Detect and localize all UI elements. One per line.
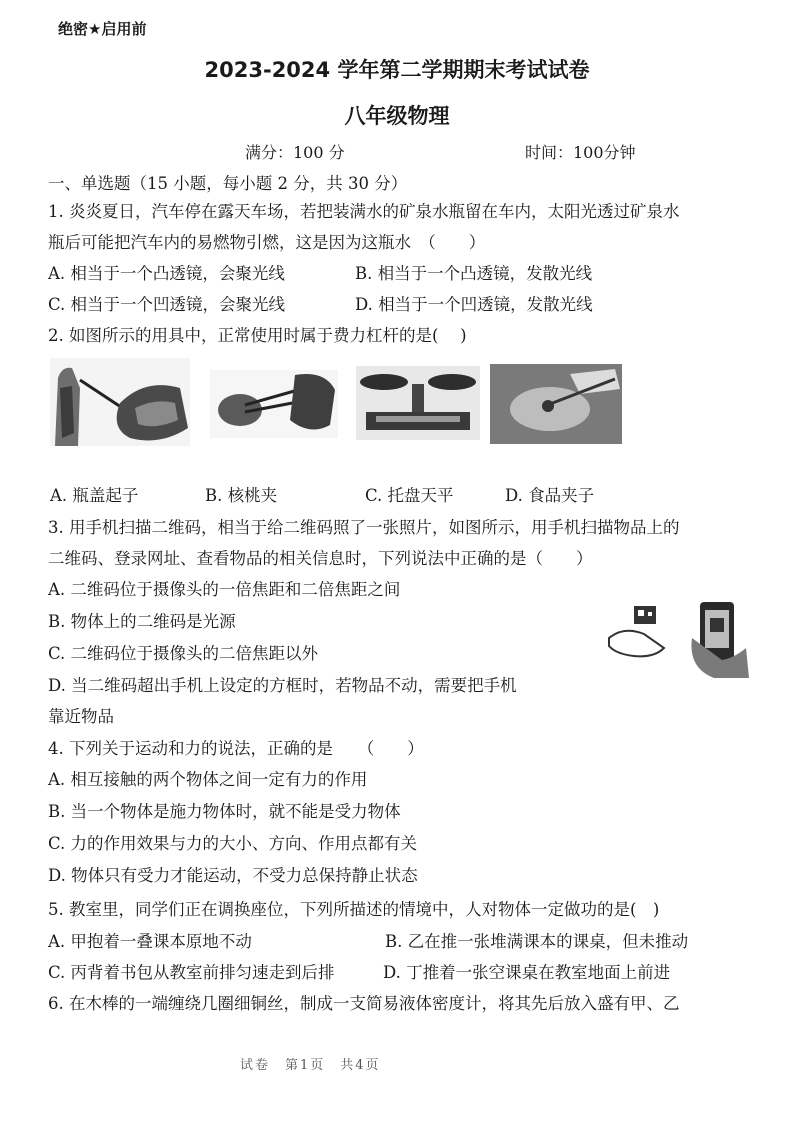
section-heading: 一、单选题（15 小题，每小题 2 分，共 30 分） <box>48 174 408 193</box>
q3-option-a: A. 二维码位于摄像头的一倍焦距和二倍焦距之间 <box>48 580 401 599</box>
q3-stem-line2: 二维码、登录网址、查看物品的相关信息时，下列说法中正确的是（ ） <box>48 549 593 568</box>
q4-option-d: D. 物体只有受力才能运动，不受力总保持静止状态 <box>48 866 418 885</box>
exam-subtitle: 八年级物理 <box>344 104 450 128</box>
q5-option-b: B. 乙在推一张堆满课本的课桌，但未推动 <box>385 932 689 951</box>
q1-stem-line2: 瓶后可能把汽车内的易燃物引燃，这是因为这瓶水 （ ） <box>48 233 486 252</box>
bottle-opener-image <box>50 358 190 446</box>
balance-scale-image <box>356 366 480 440</box>
q2-stem: 2. 如图所示的用具中，正常使用时属于费力杠杆的是( ) <box>48 326 467 345</box>
confidential-label: 绝密★启用前 <box>58 20 147 38</box>
q1-option-d: D. 相当于一个凹透镜，发散光线 <box>355 295 593 314</box>
q3-stem-line1: 3. 用手机扫描二维码，相当于给二维码照了一张照片，如图所示，用手机扫描物品上的 <box>48 518 680 537</box>
q5-option-c: C. 丙背着书包从教室前排匀速走到后排 <box>48 963 335 982</box>
q2-option-b: B. 核桃夹 <box>205 486 278 505</box>
q2-option-d: D. 食品夹子 <box>505 486 595 505</box>
q4-option-c: C. 力的作用效果与力的大小、方向、作用点都有关 <box>48 834 418 853</box>
phone-qr-scan-image <box>604 598 754 680</box>
q2-option-a: A. 瓶盖起子 <box>50 486 139 505</box>
q3-option-d-line1: D. 当二维码超出手机上设定的方框时，若物品不动，需要把手机 <box>48 676 517 695</box>
q5-option-a: A. 甲抱着一叠课本原地不动 <box>48 932 252 951</box>
food-tongs-image <box>490 364 622 444</box>
q4-option-a: A. 相互接触的两个物体之间一定有力的作用 <box>48 770 368 789</box>
q1-stem-line1: 1. 炎炎夏日，汽车停在露天车场，若把装满水的矿泉水瓶留在车内，太阳光透过矿泉水 <box>48 202 680 221</box>
nutcracker-image <box>210 370 338 438</box>
full-score: 满分：100 分 <box>245 143 345 162</box>
q4-option-b: B. 当一个物体是施力物体时，就不能是受力物体 <box>48 802 401 821</box>
q2-option-c: C. 托盘天平 <box>365 486 454 505</box>
q3-option-b: B. 物体上的二维码是光源 <box>48 612 236 631</box>
q1-option-b: B. 相当于一个凸透镜，发散光线 <box>355 264 593 283</box>
q5-stem: 5. 教室里，同学们正在调换座位，下列所描述的情境中，人对物体一定做功的是( ) <box>48 900 660 919</box>
q3-option-d-line2: 靠近物品 <box>48 707 114 726</box>
q3-option-c: C. 二维码位于摄像头的二倍焦距以外 <box>48 644 319 663</box>
q6-stem-line1: 6. 在木棒的一端缠绕几圈细铜丝，制成一支简易液体密度计，将其先后放入盛有甲、乙 <box>48 994 680 1013</box>
exam-time: 时间：100分钟 <box>525 143 636 162</box>
q4-stem: 4. 下列关于运动和力的说法，正确的是 （ ） <box>48 739 424 758</box>
q1-option-c: C. 相当于一个凹透镜，会聚光线 <box>48 295 286 314</box>
exam-title: 2023-2024 学年第二学期期末考试试卷 <box>204 58 590 82</box>
page-footer: 试卷 第1页 共4页 <box>240 1058 381 1073</box>
q1-option-a: A. 相当于一个凸透镜，会聚光线 <box>48 264 285 283</box>
q5-option-d: D. 丁推着一张空课桌在教室地面上前进 <box>383 963 671 982</box>
